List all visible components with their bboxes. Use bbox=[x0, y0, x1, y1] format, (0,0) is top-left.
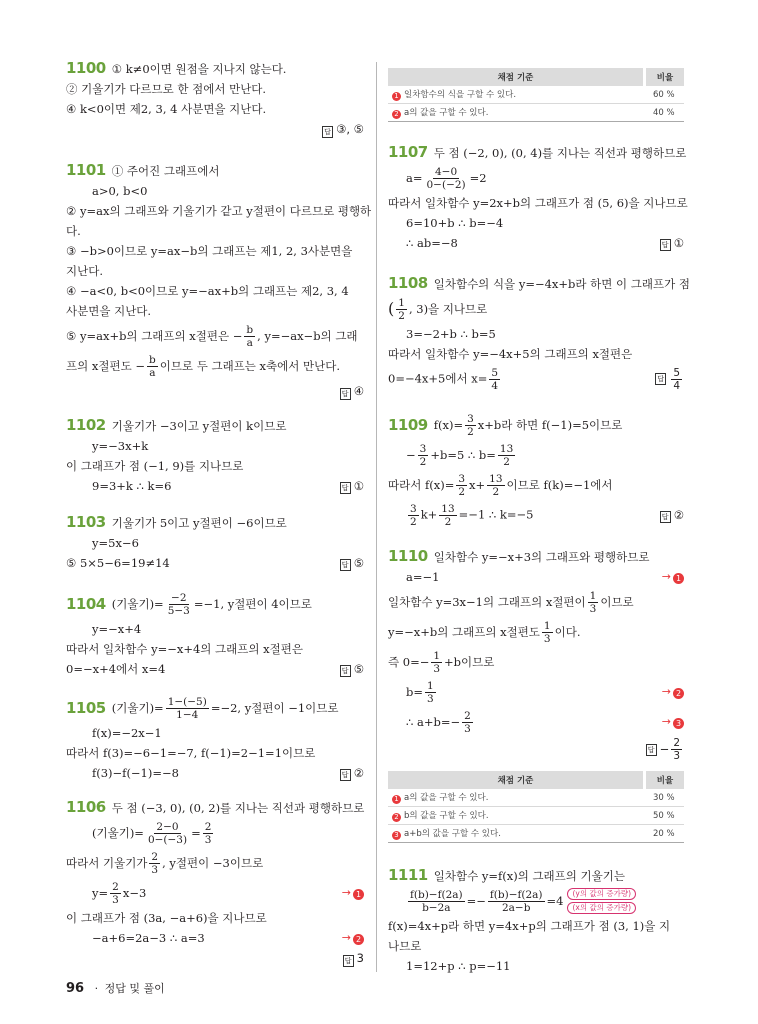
table-row: 2 b의 값을 구할 수 있다. 50 % bbox=[388, 807, 684, 825]
problem-number: 1100 bbox=[66, 59, 106, 77]
step-mark-1: → 1 bbox=[662, 567, 684, 587]
column-divider bbox=[376, 62, 377, 972]
answer: 답 ③, ⑤ bbox=[66, 119, 364, 139]
page-number: 96 bbox=[66, 981, 85, 996]
problem-1107: 1107 두 점 (−2, 0), (0, 4)를 지나는 직선과 평행하므로 a= $\frac{4-0}{0-(-2)}$ =2 따라서 일차함수 y=2x+b의 그래프가 점 (5, 6)을 지나므로 6=10+b ∴ b=−4 ∴ ab=−8 답 ① bbox=[388, 143, 688, 250]
answer-box-icon: 답 bbox=[340, 665, 351, 677]
answer-box-icon: 답 bbox=[340, 559, 351, 571]
answer: 답 ④ bbox=[66, 381, 364, 401]
answer-box-icon: 답 bbox=[322, 126, 333, 138]
answer-box-icon: 답 bbox=[655, 373, 666, 385]
right-column bbox=[388, 68, 690, 976]
table-row: 1 일차함수의 식을 구할 수 있다. 60 % bbox=[388, 86, 684, 104]
footer-label: 정답 및 풀이 bbox=[104, 982, 165, 995]
answer: 답 − $\frac{2}{3}$ bbox=[388, 737, 684, 765]
problem-1102: 1102 기울기가 −3이고 y절편이 k이므로 y=−3x+k 이 그래프가 점 (−1, 9)를 지나므로 9=3+k ∴ k=6 답 ① bbox=[66, 416, 364, 493]
step-mark-1: → 1 bbox=[342, 883, 364, 903]
step-mark-2: → 2 bbox=[662, 682, 684, 702]
problem-1111: 1111 일차함수 y=f(x)의 그래프의 기울기는 $\frac{f(b)-f(2a)}{b-2a}$ =− $\frac{f(b)-f(2a)}{2a-b}$ =4 (y의 값의 증가량) (x의 값의 증가량) f(x)=4x+p라 하면 y=4x+p의 그래프가 점 (3, 1)을 지 나므로 1=12+p ∴ p=−11 bbox=[388, 866, 671, 973]
answer-box-icon: 답 bbox=[340, 482, 351, 494]
table-row: 3 a+b의 값을 구할 수 있다. 20 % bbox=[388, 825, 684, 843]
problem-1105: 1105 (기울기)= $\frac{1-(-5)}{1-4}$ =−2, y절편이 −1이므로 f(x)=−2x−1 따라서 f(3)=−6−1=−7, f(−1)=2−1=1이므로 f(3)−f(−1)=−8 답 ② bbox=[66, 695, 364, 780]
page-footer: 96 · 정답 및 풀이 bbox=[66, 981, 165, 996]
problem-1101: 1101 ① 주어진 그래프에서 a>0, b<0 ② y=ax의 그래프와 기울기가 같고 y절편이 다르므로 평행하 다. ③ −b>0이므로 y=ax−b의 그래프는 제1, 2, 3사분면을 지난다. ④ −a<0, b<0이므로 y=−ax+b의 그래프는 제2, 3, 4 사분면을 지난다. ⑤ y=ax+b의 그래프의 x절편은 − $\frac{b}{a}$ , y=−ax−b의 그래 프의 x절편도 − $\frac{b}{a}$ 이므로 두 그래프는 x축에서 만난다. 답 ④ bbox=[66, 160, 364, 401]
increment-note: (y의 값의 증가량) (x의 값의 증가량) bbox=[567, 887, 636, 915]
table-row: 1 a의 값을 구할 수 있다. 30 % bbox=[388, 789, 684, 807]
problem-1100: 1100 ① k≠0이면 원점을 지나지 않는다. ② 기울기가 다르므로 한 점에서 만난다. ④ k<0이면 제2, 3, 4 사분면을 지난다. 답 ③, ⑤ bbox=[66, 58, 364, 150]
answer: 답 3 bbox=[66, 948, 364, 968]
step-mark-3: → 3 bbox=[662, 712, 684, 732]
problem-1104: 1104 (기울기)= $\frac{-2}{5-3}$ =−1, y절편이 4이므로 y=−x+4 따라서 일차함수 y=−x+4의 그래프의 x절편은 0=−x+4에서 x=4 답 ⑤ bbox=[66, 591, 364, 676]
answer-box-icon: 답 bbox=[340, 769, 351, 781]
problem-1106: 1106 두 점 (−3, 0), (0, 2)를 지나는 직선과 평행하므로 (기울기)= $\frac{2-0}{0-(-3)}$ = $\frac{2}{3}$ 따라서 기울기가 $\frac{2}{3}$ , y절편이 −3이므로 y= $\frac{2}{3}$ x−3 → 1 이 그래프가 점 (3a, −a+6)을 지나므로 −a+6=2a−3 ∴ a=3 → 2 답 3 bbox=[66, 797, 364, 968]
problem-1110: 1110 일차함수 y=−x+3의 그래프와 평행하므로 a=−1 → 1 일차함수 y=3x−1의 그래프의 x절편이 $\frac{1}{3}$ 이므로 y=−x+b의 그래프의 x절편도 $\frac{1}{3}$ 이다. 즉 0=− $\frac{1}{3}$ +b이므로 b= $\frac{1}{3}$ → 2 ∴ a+b=− $\frac{2}{3}$ → 3 답 − $\frac{2}{3}$ bbox=[388, 546, 684, 765]
grading-table-1110: 채점 기준 비율 1 a의 값을 구할 수 있다. 30 % 2 b의 값을 구할 수 있다. 50 % 3 a+b의 값을 구할 수 있다. 20 % bbox=[388, 771, 684, 843]
answer-box-icon: 답 bbox=[340, 388, 351, 400]
left-column bbox=[66, 58, 372, 968]
problem-1109: 1109 f(x)= $\frac{3}{2}$ x+b라 하면 f(−1)=5이므로 − $\frac{3}{2}$ +b=5 ∴ b= $\frac{13}{2}$ 따라서 f(x)= $\frac{3}{2}$ x+ $\frac{13}{2}$ 이므로 f(k)=−1에서 $\frac{3}{2}$ k+ $\frac{13}{2}$ =−1 ∴ k=−5 답 ② bbox=[388, 412, 684, 528]
answer-box-icon: 답 bbox=[660, 511, 671, 523]
problem-1108: 1108 일차함수의 식을 y=−4x+b라 하면 이 그래프가 점 ( $\frac{1}{2}$ , 3)을 지나므로 3=−2+b ∴ b=5 따라서 일차함수 y=−4x+5의 그래프의 x절편은 0=−4x+5에서 x= $\frac{5}{4}$ 답 $\frac{5}{4}$ bbox=[388, 274, 690, 392]
grading-table-1106: 채점 기준 비율 1 일차함수의 식을 구할 수 있다. 60 % 2 a의 값을 구할 수 있다. 40 % bbox=[388, 68, 684, 122]
problem-1103: 1103 기울기가 5이고 y절편이 −6이므로 y=5x−6 ⑤ 5×5−6=19≠14 답 ⑤ bbox=[66, 513, 364, 570]
table-row: 2 a의 값을 구할 수 있다. 40 % bbox=[388, 104, 684, 122]
answer-box-icon: 답 bbox=[660, 239, 671, 251]
answer-box-icon: 답 bbox=[343, 955, 354, 967]
answer-box-icon: 답 bbox=[646, 744, 657, 756]
step-mark-2: → 2 bbox=[342, 928, 364, 948]
